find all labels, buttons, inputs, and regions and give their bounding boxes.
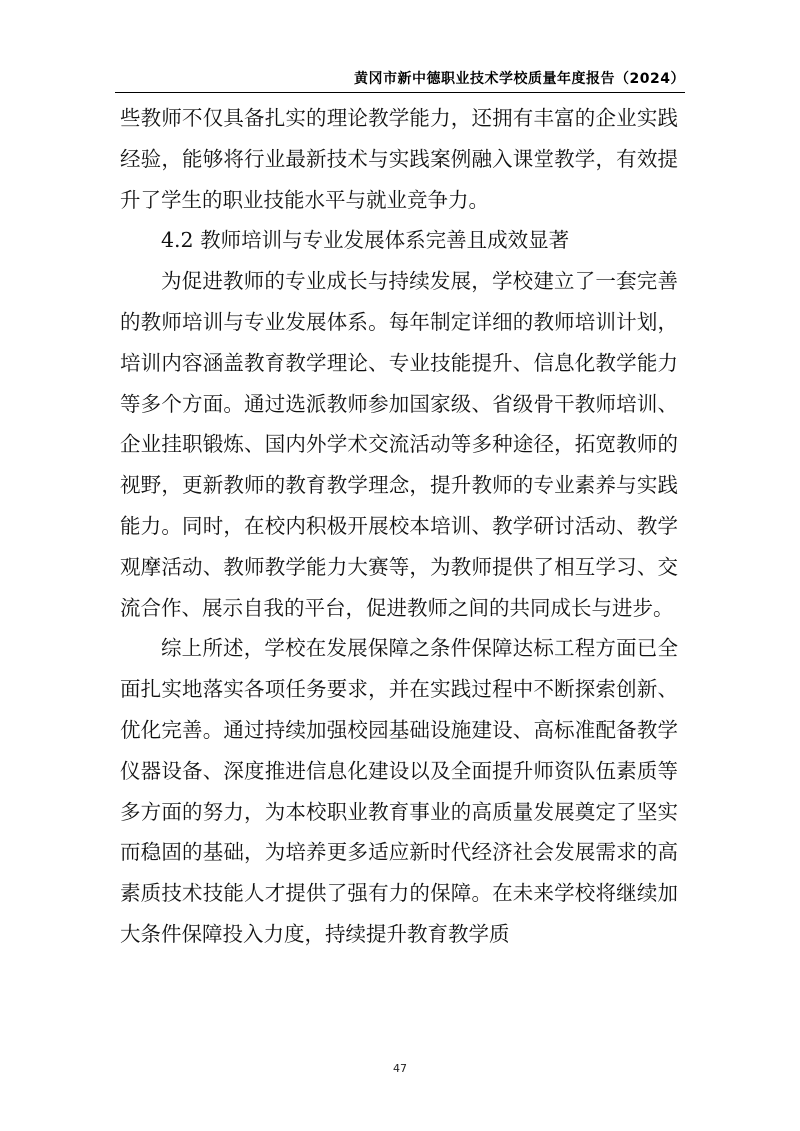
- paragraph-teacher-training: 为促进教师的专业成长与持续发展，学校建立了一套完善的教师培训与专业发展体系。每年制定详细的教师培训计划，培训内容涵盖教育教学理论、专业技能提升、信息化教学能力等多个方面。通过选派教师参加国家级、省级骨干教师培训、企业挂职锻炼、国内外学术交流活动等多种途径，拓宽教师的视野，更新教师的教育教学理念，提升教师的专业素养与实践能力。同时，在校内积极开展校本培训、教学研讨活动、教学观摩活动、教师教学能力大赛等，为教师提供了相互学习、交流合作、展示自我的平台，促进教师之间的共同成长与进步。: [120, 269, 678, 620]
- paragraph-continuation: 些教师不仅具备扎实的理论教学能力，还拥有丰富的企业实践经验，能够将行业最新技术与实践案例融入课堂教学，有效提升了学生的职业技能水平与就业竞争力。: [120, 106, 678, 212]
- header-divider: [115, 92, 685, 93]
- section-heading: 4.2 教师培训与专业发展体系完善且成效显著: [161, 228, 570, 253]
- page-number: 47: [393, 1062, 407, 1075]
- paragraph-summary: 综上所述，学校在发展保障之条件保障达标工程方面已全面扎实地落实各项任务要求，并在实践过程中不断探索创新、优化完善。通过持续加强校园基础设施建设、高标准配备教学仪器设备、深度推进信息化建设以及全面提升师资队伍素质等多方面的努力，为本校职业教育事业的高质量发展奠定了坚实而稳固的基础，为培养更多适应新时代经济社会发展需求的高素质技术技能人才提供了强有力的保障。在未来学校将继续加大条件保障投入力度，持续提升教育教学质: [120, 636, 678, 946]
- running-header: 黄冈市新中德职业技术学校质量年度报告（2024）: [354, 71, 685, 87]
- document-body: [120, 98, 678, 955]
